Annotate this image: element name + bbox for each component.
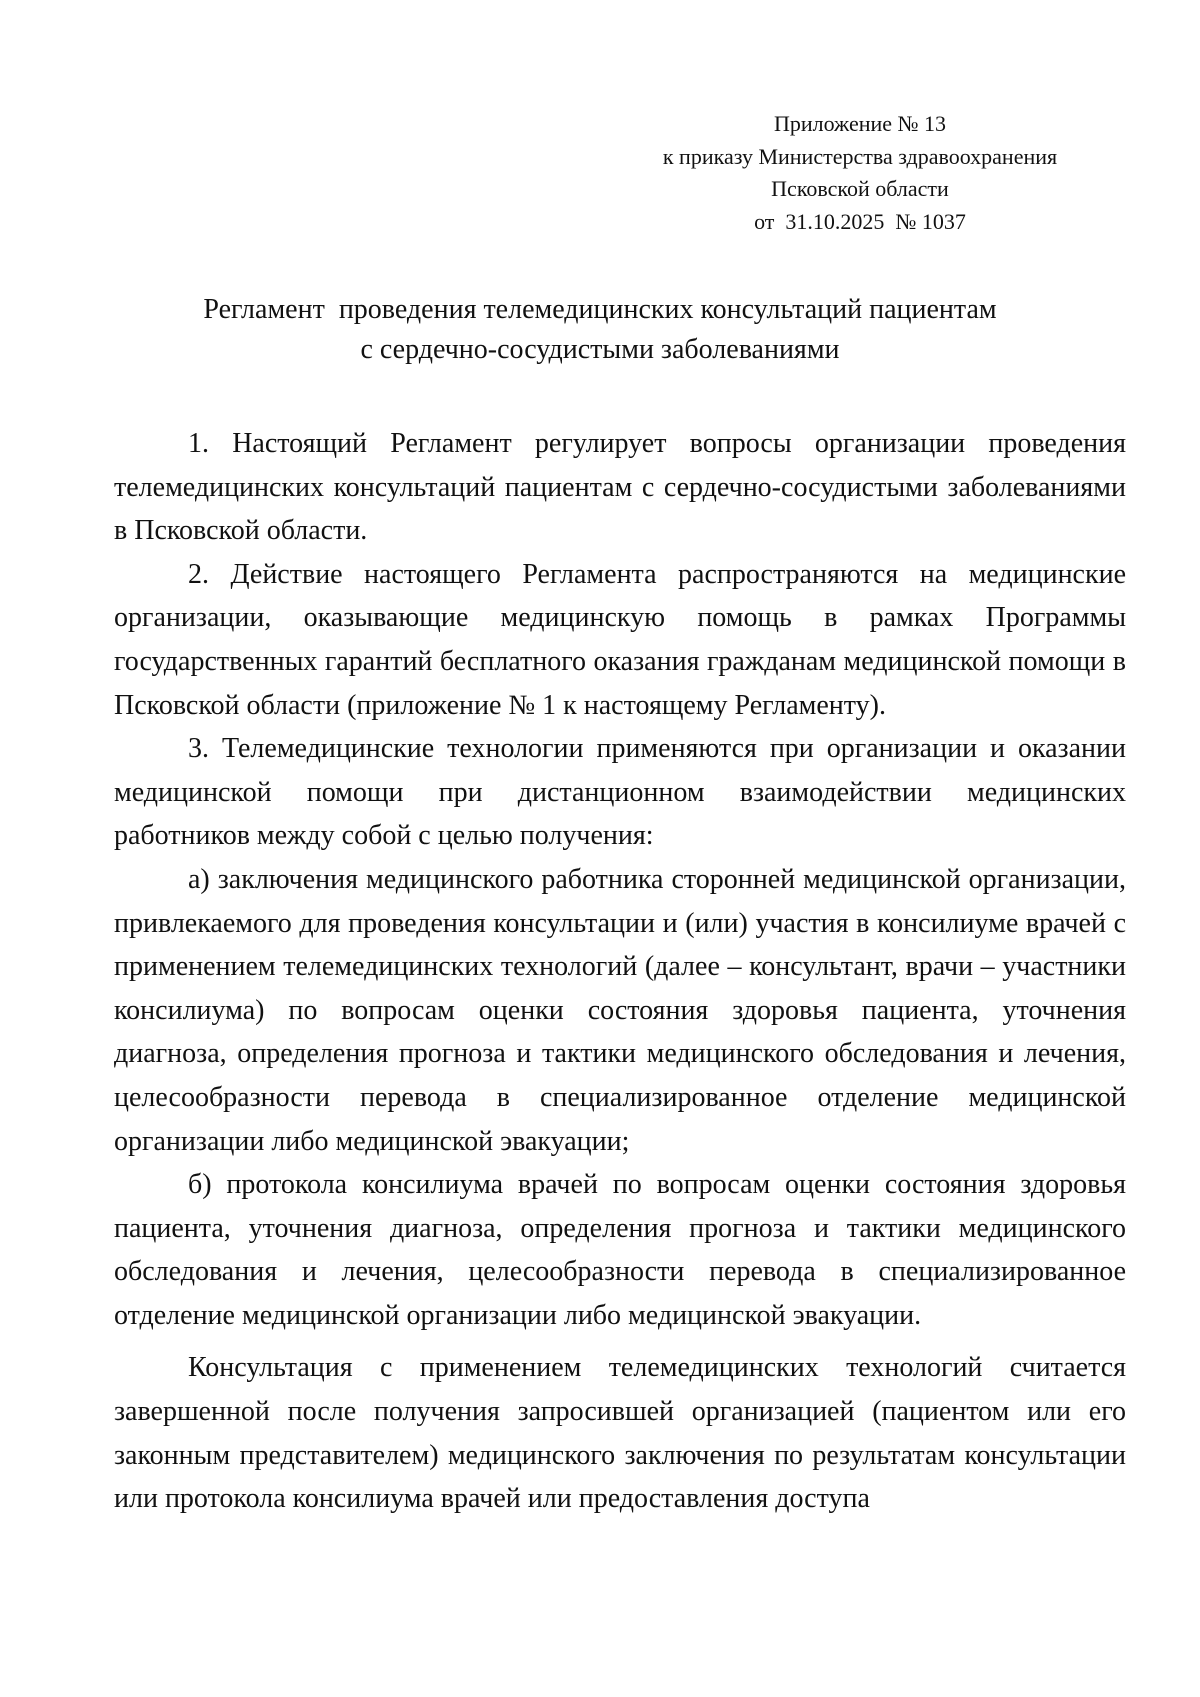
- title-line-2: с сердечно-сосудистыми заболеваниями: [360, 334, 840, 365]
- appendix-date-number: от 31.10.2025 № 1037: [754, 208, 966, 234]
- appendix-region: Псковской области: [771, 176, 949, 201]
- appendix-number: Приложение № 13: [773, 111, 947, 136]
- paragraph-2: 2. Действие настоящего Регламента распространяются на медицинские организации, оказывающие медицинскую помощь в рамках Программы государственных гарантий бесплатного оказания гражданам медицинской помощи в Псковской области (приложение № 1 к настоящему Регламенту).: [114, 558, 1126, 721]
- paragraph-4a: а) заключения медицинского работника сторонней медицинской организации, привлекаемого для проведения консультации и (или) участия в консилиуме врачей с применением телемедицинских технологий (далее – консультант, врачи – участники консилиума) по вопросам оценки состояния здоровья пациента, уточнения диагноза, определения прогноза и тактики медицинского обследования и лечения, целесообразности перевода в специализированное отделение медицинской организации либо медицинской эвакуации;: [114, 863, 1126, 1157]
- document-body: [114, 422, 1126, 1521]
- appendix-header: [600, 108, 1120, 238]
- paragraph-4b: б) протокола консилиума врачей по вопросам оценки состояния здоровья пациента, уточнения диагноза, определения прогноза и тактики медицинского обследования и лечения, целесообразности перевода в специализированное отделение медицинской организации либо медицинской эвакуации.: [114, 1169, 1126, 1331]
- document-title: [100, 290, 1100, 370]
- paragraph-consultation-complete: Консультация с применением телемедицинских технологий считается завершенной после получения запросившей организацией (пациентом или его законным представителем) медицинского заключения по результатам консультации или протокола консилиума врачей или предоставления доступа: [114, 1352, 1126, 1515]
- title-line-1: Регламент проведения телемедицинских консультаций пациентам: [203, 294, 997, 325]
- paragraph-1: 1. Настоящий Регламент регулирует вопросы организации проведения телемедицинских консультаций пациентам с сердечно-сосудистыми заболеваниями в Псковской области.: [114, 428, 1126, 547]
- paragraph-3: 3. Телемедицинские технологии применяются при организации и оказании медицинской помощи при дистанционном взаимодействии медицинских работников между собой с целью получения:: [114, 733, 1126, 852]
- appendix-order-ref: к приказу Министерства здравоохранения: [662, 143, 1058, 169]
